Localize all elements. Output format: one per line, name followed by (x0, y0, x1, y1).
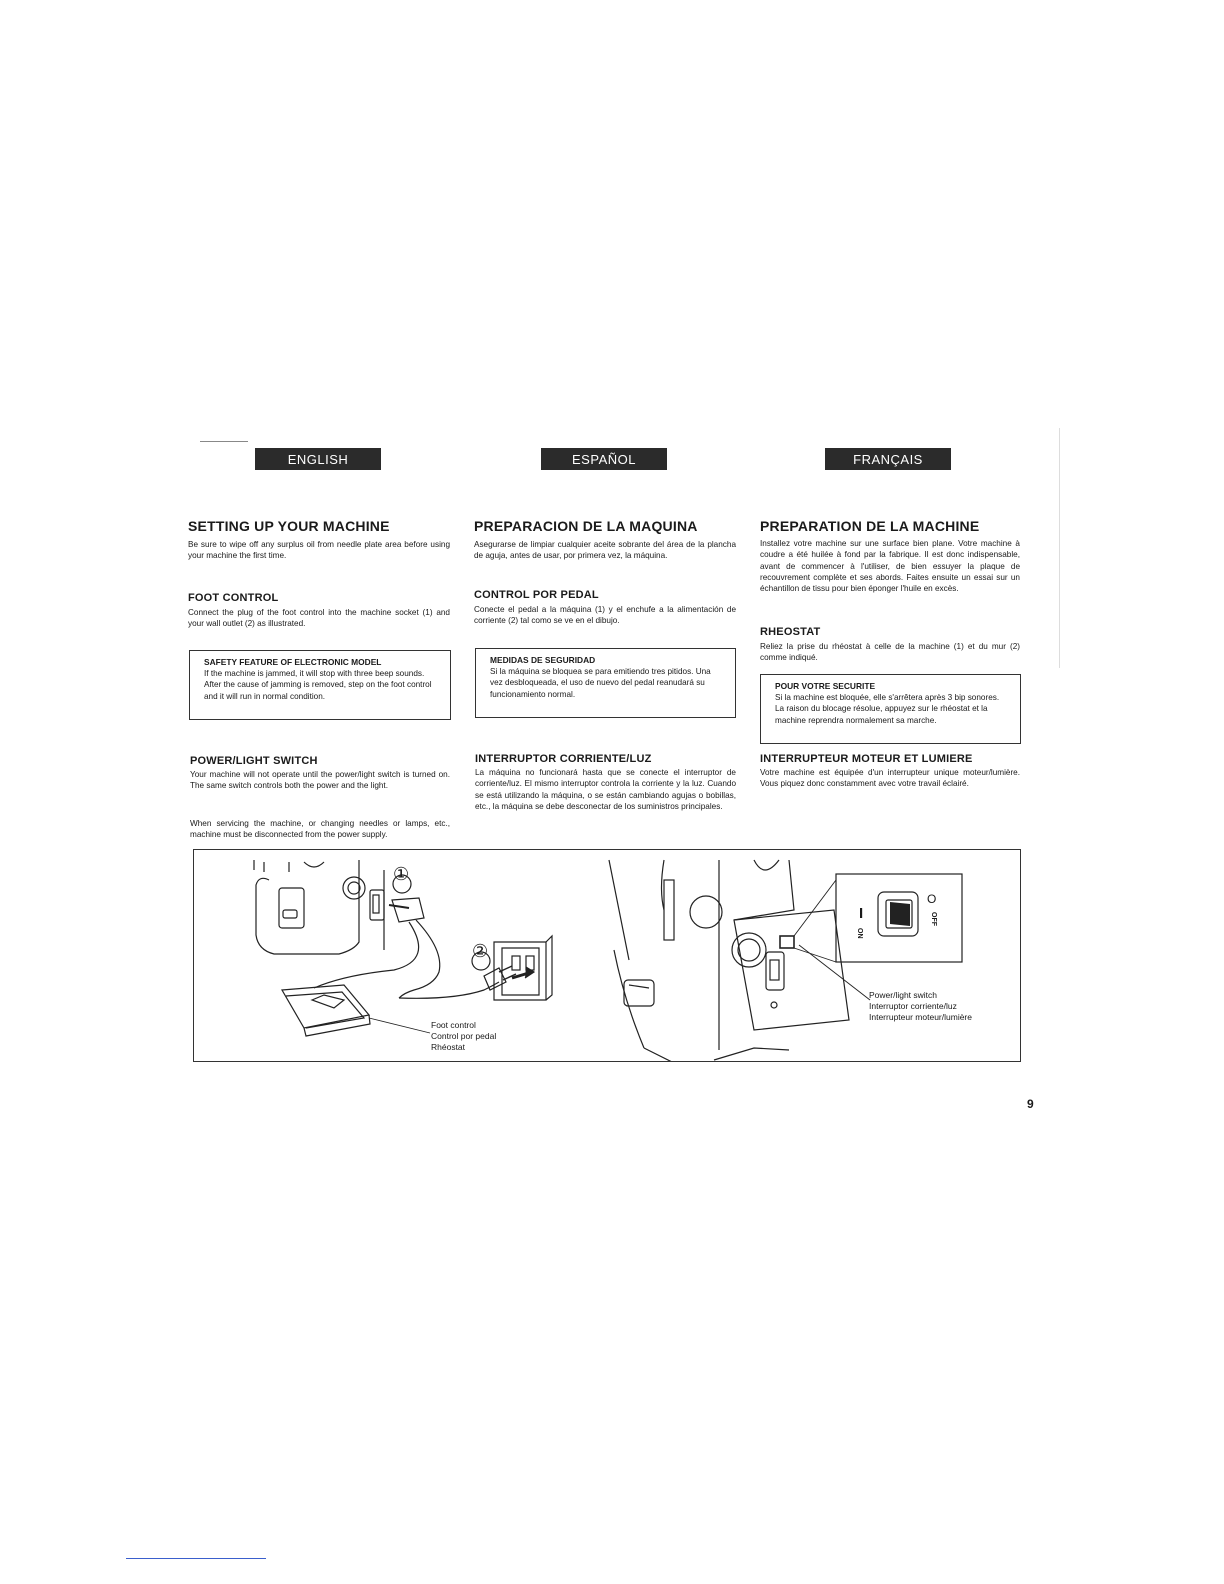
spanish-switch-heading: INTERRUPTOR CORRIENTE/LUZ (475, 753, 652, 765)
english-switch-text: Your machine will not operate until the power/light switch is turned on. The same switch controls both the power and the light. (190, 770, 450, 791)
english-safety-box (189, 650, 451, 720)
switch-labels (869, 990, 972, 1023)
french-box-text: Si la machine est bloquée, elle s'arrêtera après 3 bip sonores. La raison du blocage résolue, appuyez sur le rhéostat et la machine reprendra normalement sa marche. (775, 693, 1000, 725)
marker-outlet: ② (472, 941, 489, 961)
page-edge-line (1059, 428, 1060, 668)
label-interruptor: Interruptor corriente/luz (869, 1001, 957, 1011)
french-box-title: POUR VOTRE SECURITE (775, 681, 876, 691)
tab-english: ENGLISH (255, 448, 381, 470)
english-intro: Be sure to wipe off any surplus oil from needle plate area before using your machine the first time. (188, 540, 450, 561)
label-interrupteur: Interrupteur moteur/lumière (869, 1012, 972, 1022)
spanish-box-text: Si la máquina se bloquea se para emitiendo tres pitidos. Una vez desbloqueada, el uso de nuevo del pedal reanudará su funcionamiento normal. (490, 667, 711, 699)
spanish-box-title: MEDIDAS DE SEGURIDAD (490, 655, 596, 665)
french-switch-text: Votre machine est équipée d'un interrupteur unique moteur/lumière. Vous piquez donc constamment avec votre travail éclairé. (760, 768, 1020, 789)
top-rule (200, 441, 248, 442)
english-foot-heading: FOOT CONTROL (188, 592, 279, 604)
french-safety-box (760, 674, 1021, 744)
page-number: 9 (1027, 1097, 1034, 1111)
tab-francais: FRANÇAIS (825, 448, 951, 470)
marker-socket: ① (393, 864, 410, 884)
foot-control-labels (431, 1020, 496, 1053)
spanish-safety-box (475, 648, 736, 718)
switch-off-symbol: O (927, 892, 937, 906)
spanish-foot-heading: CONTROL POR PEDAL (474, 589, 599, 601)
french-foot-heading: RHEOSTAT (760, 626, 821, 638)
english-box-title: SAFETY FEATURE OF ELECTRONIC MODEL (204, 657, 382, 667)
english-box-text: If the machine is jammed, it will stop with three beep sounds. After the cause of jamming is removed, step on the foot control and it will run in normal condition. (204, 669, 432, 701)
french-intro: Installez votre machine sur une surface bien plane. Votre machine à coudre a été huilée à fond par la fabrique. Il est donc indispensable, avant de commencer à l'utiliser, de bien essuyer la plaque de recouvrement complète et ses abords. Faites ensuite un essai sur un échantillon de tissu pour bien éponger l'huile en excès. (760, 539, 1020, 594)
french-switch-heading: INTERRUPTEUR MOTEUR ET LUMIERE (760, 753, 973, 765)
setup-illustration (193, 849, 1021, 1062)
spanish-switch-text: La máquina no funcionará hasta que se conecte el interruptor de corriente/luz. El mismo interruptor controla la corriente y la luz. Cuando se está utilizando la máquina, o se están cambiando agujas o bobillas, etc., la máquina se debe desconectar de los suministros principales. (475, 768, 736, 811)
label-control-pedal: Control por pedal (431, 1031, 497, 1041)
machine-illustration (194, 850, 1021, 1062)
english-switch-text2: When servicing the machine, or changing needles or lamps, etc., machine must be disconnected from the power supply. (190, 819, 450, 840)
label-power-switch: Power/light switch (869, 990, 938, 1000)
spanish-title: PREPARACION DE LA MAQUINA (474, 518, 698, 534)
tab-espanol: ESPAÑOL (541, 448, 667, 470)
spanish-foot-text: Conecte el pedal a la máquina (1) y el enchufe a la alimentación de corriente (2) tal como se ve en el dibujo. (474, 605, 736, 626)
switch-off-text: OFF (930, 912, 937, 926)
label-rheostat: Rhéostat (431, 1042, 466, 1052)
english-switch-heading: POWER/LIGHT SWITCH (190, 755, 318, 767)
french-title: PREPARATION DE LA MACHINE (760, 518, 980, 534)
label-foot-control: Foot control (431, 1020, 476, 1030)
bottom-link-line (126, 1558, 266, 1559)
english-foot-text: Connect the plug of the foot control into the machine socket (1) and your wall outlet (2) as illustrated. (188, 608, 450, 629)
switch-on-text: ON (856, 928, 863, 939)
english-title: SETTING UP YOUR MACHINE (188, 518, 390, 534)
french-foot-text: Reliez la prise du rhéostat à celle de la machine (1) et du mur (2) comme indiqué. (760, 642, 1020, 663)
switch-on-symbol: I (859, 905, 864, 922)
spanish-intro: Asegurarse de limpiar cualquier aceite sobrante del área de la plancha de aguja, antes de usar, por primera vez, la máquina. (474, 540, 736, 561)
